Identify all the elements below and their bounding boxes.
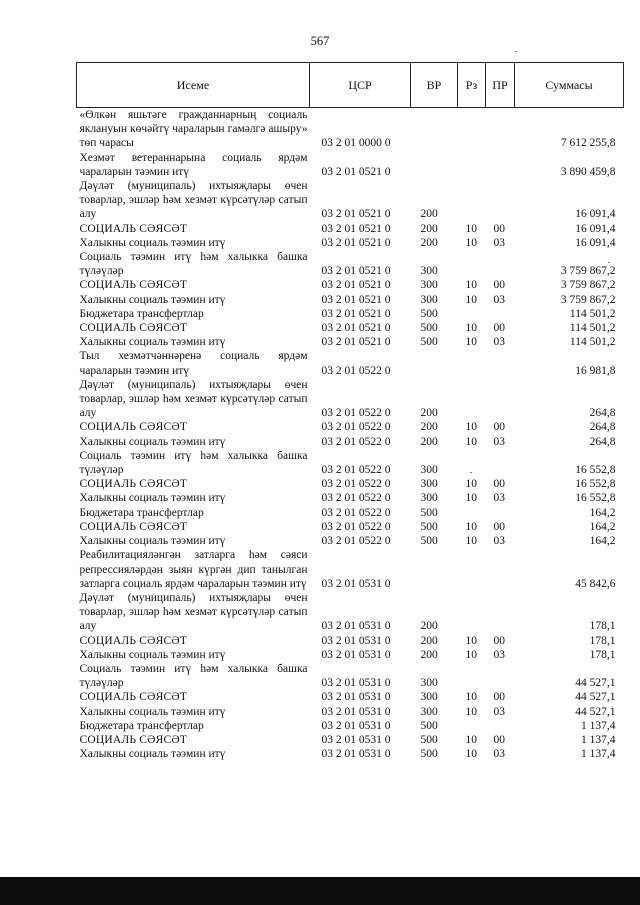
row-rz: 10 [465, 648, 477, 661]
row-csr: 03 2 01 0522 0 [321, 364, 391, 377]
row-pr: 03 [493, 435, 505, 448]
table-row [77, 335, 624, 349]
row-vr: 500 [420, 520, 438, 533]
row-rz [458, 548, 486, 591]
table-row [77, 747, 624, 761]
row-sum: 164,2 [589, 506, 616, 519]
row-vr [411, 151, 458, 179]
row-vr: 500 [420, 733, 438, 746]
row-rz: 10 [465, 535, 477, 548]
row-vr [411, 548, 458, 591]
row-pr [486, 548, 515, 591]
row-name: Тыл хезмәтчәннәренә социаль ярдәм чараларын тәэмин итү [79, 350, 308, 377]
row-pr [486, 378, 515, 421]
row-vr: 300 [420, 478, 438, 491]
row-vr: 300 [420, 492, 438, 505]
row-sum: 3 759 867,2 [560, 279, 616, 292]
row-pr: 03 [493, 336, 505, 349]
row-csr: 03 2 01 0522 0 [321, 421, 391, 434]
row-sum: 3 759 867,2 [560, 293, 616, 306]
row-name: СОЦИАЛЬ СӘЯСӘТ [79, 421, 188, 434]
header-csr: ЦСР [310, 63, 411, 108]
row-rz [458, 307, 486, 321]
row-sum: 264,8 [589, 407, 616, 420]
row-csr: 03 2 01 0521 0 [321, 307, 391, 320]
row-sum: 178,1 [589, 648, 616, 661]
row-sum: 164,2 [589, 535, 616, 548]
table-row [77, 321, 624, 335]
row-name: СОЦИАЛЬ СӘЯСӘТ [79, 634, 188, 647]
row-rz: 10 [465, 322, 477, 335]
row-csr: 03 2 01 0531 0 [321, 733, 391, 746]
row-csr: 03 2 01 0531 0 [321, 634, 391, 647]
row-name: СОЦИАЛЬ СӘЯСӘТ [79, 478, 188, 491]
row-vr: 200 [420, 421, 438, 434]
row-sum: 44 527,1 [575, 705, 616, 718]
header-row [77, 63, 624, 108]
row-vr: 200 [420, 634, 438, 647]
row-sum: 16 552,8 [575, 464, 616, 477]
row-pr [486, 108, 515, 151]
row-name: Халыкны социаль тәэмин итү [79, 705, 226, 718]
row-name: Халыкны социаль тәэмин итү [79, 336, 226, 349]
row-vr: 300 [420, 265, 438, 278]
row-vr: 300 [420, 705, 438, 718]
scan-edge-bar [0, 877, 640, 905]
row-pr: 03 [493, 705, 505, 718]
row-vr: 200 [420, 620, 438, 633]
row-name: Дәүләт (муниципаль) ихтыяҗлары өчен товарлар, эшләр һәм хезмәт күрсәтүләр сатып алу [79, 378, 308, 420]
row-name: Дәүләт (муниципаль) ихтыяҗлары өчен товарлар, эшләр һәм хезмәт күрсәтүләр сатып алу [79, 180, 308, 221]
table-row [77, 634, 624, 648]
table-row [77, 236, 624, 250]
row-pr [486, 250, 515, 278]
row-csr: 03 2 01 0522 0 [321, 492, 391, 505]
row-name: Бюджетара трансфертлар [79, 719, 204, 732]
row-rz: 10 [465, 236, 477, 249]
row-sum: 1 137,4 [581, 719, 616, 732]
table-row [77, 705, 624, 719]
row-csr: 03 2 01 0521 0 [321, 236, 391, 249]
table-row [77, 591, 624, 634]
row-vr: 200 [420, 648, 438, 661]
table-row [77, 179, 624, 222]
row-csr: 03 2 01 0521 0 [321, 222, 391, 235]
row-sum: 16 091,4 [575, 208, 616, 221]
row-csr: 03 2 01 0521 0 [321, 165, 391, 178]
row-csr: 03 2 01 0000 0 [321, 137, 391, 150]
row-name: СОЦИАЛЬ СӘЯСӘТ [79, 279, 188, 292]
row-sum: 178,1 [589, 634, 616, 647]
row-sum: 3 890 459,8 [560, 165, 616, 178]
header-pr: ПР [486, 63, 515, 108]
table-row [77, 250, 624, 278]
row-sum: 7 612 255,8 [560, 137, 616, 150]
row-name: СОЦИАЛЬ СӘЯСӘТ [79, 322, 188, 335]
row-csr: 03 2 01 0521 0 [321, 322, 391, 335]
row-sum: 16 091,4 [575, 222, 616, 235]
row-csr: 03 2 01 0522 0 [321, 435, 391, 448]
row-pr [486, 349, 515, 377]
row-rz: 10 [465, 293, 477, 306]
table-row [77, 378, 624, 421]
row-rz: 10 [465, 748, 477, 761]
table-body [77, 108, 624, 762]
row-sum: 16 552,8 [575, 492, 616, 505]
table-row [77, 690, 624, 704]
row-pr: 00 [493, 279, 505, 292]
table-row [77, 435, 624, 449]
row-name: Халыкны социаль тәэмин итү [79, 492, 226, 505]
scan-speck [608, 262, 610, 263]
row-name: Дәүләт (муниципаль) ихтыяҗлары өчен товарлар, эшләр һәм хезмәт күрсәтүләр сатып алу [79, 591, 308, 633]
row-vr: 500 [420, 322, 438, 335]
row-csr: 03 2 01 0522 0 [321, 407, 391, 420]
row-vr: 500 [420, 535, 438, 548]
row-pr: 03 [493, 293, 505, 306]
row-sum: 45 842,6 [575, 577, 616, 590]
row-csr: 03 2 01 0531 0 [321, 705, 391, 718]
row-rz [458, 151, 486, 179]
row-name: «Өлкән яшьтәге гражданнарның социаль яклануын көчәйтү чараларын гамәлгә ашыру» төп чарасы [79, 109, 308, 150]
row-rz: 10 [465, 520, 477, 533]
row-vr: 500 [420, 336, 438, 349]
row-sum: 16 552,8 [575, 478, 616, 491]
row-vr [411, 108, 458, 151]
table-row [77, 108, 624, 151]
row-rz [458, 378, 486, 421]
row-csr: 03 2 01 0531 0 [321, 577, 391, 590]
table-row [77, 278, 624, 292]
table-row [77, 506, 624, 520]
page-number: 567 [310, 34, 330, 48]
row-csr: 03 2 01 0531 0 [321, 648, 391, 661]
row-sum: 16 981,8 [575, 364, 616, 377]
row-sum: 114 501,2 [569, 336, 616, 349]
row-vr [411, 349, 458, 377]
row-vr: 300 [420, 464, 438, 477]
row-vr: 500 [420, 748, 438, 761]
table-row [77, 491, 624, 505]
row-rz [458, 349, 486, 377]
row-rz [458, 591, 486, 634]
row-name: СОЦИАЛЬ СӘЯСӘТ [79, 691, 188, 704]
row-pr [486, 307, 515, 321]
table-row [77, 534, 624, 548]
row-sum: 44 527,1 [575, 691, 616, 704]
row-name: Реабилитацияләнгән затларга һәм сәяси репрессияләрдән зыян күргән дип танылган затларга социаль ярдәм чараларын тәэмин итү [79, 549, 308, 590]
row-rz [458, 506, 486, 520]
table-row [77, 477, 624, 491]
row-sum: 1 137,4 [581, 733, 616, 746]
row-rz: 10 [465, 705, 477, 718]
row-csr: 03 2 01 0521 0 [321, 265, 391, 278]
row-csr: 03 2 01 0531 0 [321, 748, 391, 761]
row-pr: 00 [493, 520, 505, 533]
row-rz: 10 [465, 222, 477, 235]
table-row [77, 349, 624, 377]
row-csr: 03 2 01 0522 0 [321, 520, 391, 533]
row-name: Бюджетара трансфертлар [79, 307, 204, 320]
row-vr: 300 [420, 691, 438, 704]
row-rz: 10 [465, 279, 477, 292]
row-name: СОЦИАЛЬ СӘЯСӘТ [79, 222, 188, 235]
row-vr: 200 [420, 208, 438, 221]
row-csr: 03 2 01 0521 0 [321, 336, 391, 349]
header-sum: Суммасы [515, 63, 624, 108]
row-rz: 10 [465, 421, 477, 434]
row-vr: 300 [420, 279, 438, 292]
row-vr: 500 [420, 307, 438, 320]
table-row [77, 449, 624, 477]
row-rz: 10 [465, 634, 477, 647]
row-rz [458, 719, 486, 733]
row-name: Социаль тәэмин итү һәм халыкка башка түләүләр [79, 449, 308, 477]
budget-table [76, 62, 624, 761]
row-pr [486, 591, 515, 634]
scan-speck [515, 51, 517, 52]
row-rz [458, 449, 486, 477]
row-sum: 264,8 [589, 421, 616, 434]
row-csr: 03 2 01 0522 0 [321, 535, 391, 548]
row-name: Халыкны социаль тәэмин итү [79, 236, 226, 249]
row-pr: 03 [493, 648, 505, 661]
row-sum: 1 137,4 [581, 748, 616, 761]
row-pr [486, 506, 515, 520]
row-rz: 10 [465, 691, 477, 704]
row-csr: 03 2 01 0522 0 [321, 478, 391, 491]
row-sum: 44 527,1 [575, 677, 616, 690]
table-row [77, 520, 624, 534]
row-name: СОЦИАЛЬ СӘЯСӘТ [79, 520, 188, 533]
row-name: Халыкны социаль тәэмин итү [79, 293, 226, 306]
row-pr: 03 [493, 535, 505, 548]
row-pr: 00 [493, 421, 505, 434]
row-vr: 200 [420, 236, 438, 249]
row-pr: 00 [493, 634, 505, 647]
row-rz [458, 250, 486, 278]
row-sum: 16 091,4 [575, 236, 616, 249]
table-row [77, 293, 624, 307]
row-sum: 164,2 [589, 520, 616, 533]
row-rz: 10 [465, 492, 477, 505]
row-vr: 500 [420, 506, 438, 519]
header-rz: Рз [458, 63, 486, 108]
row-pr: 00 [493, 222, 505, 235]
table-row [77, 548, 624, 591]
row-name: Халыкны социаль тәэмин итү [79, 748, 226, 761]
row-vr: 300 [420, 677, 438, 690]
row-pr [486, 179, 515, 222]
row-rz: 10 [465, 336, 477, 349]
row-csr: 03 2 01 0522 0 [321, 506, 391, 519]
row-csr: 03 2 01 0531 0 [321, 620, 391, 633]
row-name: Социаль тәэмин итү һәм халыкка башка түләүләр [79, 251, 308, 278]
scan-speck [470, 472, 472, 473]
row-sum: 3 759 867,2 [560, 265, 616, 278]
row-sum: 114 501,2 [569, 322, 616, 335]
row-csr: 03 2 01 0531 0 [321, 691, 391, 704]
row-csr: 03 2 01 0521 0 [321, 279, 391, 292]
row-rz [458, 108, 486, 151]
row-rz [458, 179, 486, 222]
row-csr: 03 2 01 0521 0 [321, 208, 391, 221]
row-name: Хезмәт ветераннарына социаль ярдәм чараларын тәэмин итү [79, 151, 308, 178]
row-pr: 03 [493, 236, 505, 249]
row-name: Социаль тәэмин итү һәм халыкка башка түләүләр [79, 662, 308, 690]
row-rz: 10 [465, 435, 477, 448]
row-pr: 00 [493, 478, 505, 491]
table-row [77, 662, 624, 690]
row-csr: 03 2 01 0521 0 [321, 293, 391, 306]
row-pr [486, 662, 515, 690]
row-rz: 10 [465, 478, 477, 491]
row-name: Халыкны социаль тәэмин итү [79, 535, 226, 548]
row-vr: 300 [420, 293, 438, 306]
row-sum: 264,8 [589, 435, 616, 448]
row-csr: 03 2 01 0522 0 [321, 464, 391, 477]
row-name: Халыкны социаль тәэмин итү [79, 648, 226, 661]
header-vr: ВР [411, 63, 458, 108]
row-csr: 03 2 01 0531 0 [321, 677, 391, 690]
table-row [77, 222, 624, 236]
row-vr: 500 [420, 719, 438, 732]
row-pr: 03 [493, 748, 505, 761]
row-name: Бюджетара трансфертлар [79, 506, 204, 519]
row-pr [486, 449, 515, 477]
row-sum: 114 501,2 [569, 307, 616, 320]
table-row [77, 420, 624, 434]
row-vr: 200 [420, 435, 438, 448]
table-row [77, 151, 624, 179]
row-pr: 00 [493, 733, 505, 746]
row-name: Халыкны социаль тәэмин итү [79, 435, 226, 448]
row-pr: 00 [493, 691, 505, 704]
row-pr [486, 151, 515, 179]
row-pr [486, 719, 515, 733]
row-sum: 178,1 [589, 620, 616, 633]
table-row [77, 648, 624, 662]
table-row [77, 719, 624, 733]
row-rz: 10 [465, 733, 477, 746]
row-pr: 03 [493, 492, 505, 505]
row-vr: 200 [420, 222, 438, 235]
table-row [77, 733, 624, 747]
row-csr: 03 2 01 0531 0 [321, 719, 391, 732]
row-rz [458, 662, 486, 690]
row-vr: 200 [420, 407, 438, 420]
row-name: СОЦИАЛЬ СӘЯСӘТ [79, 733, 188, 746]
table-row [77, 307, 624, 321]
header-name: Исеме [77, 63, 310, 108]
row-pr: 00 [493, 322, 505, 335]
